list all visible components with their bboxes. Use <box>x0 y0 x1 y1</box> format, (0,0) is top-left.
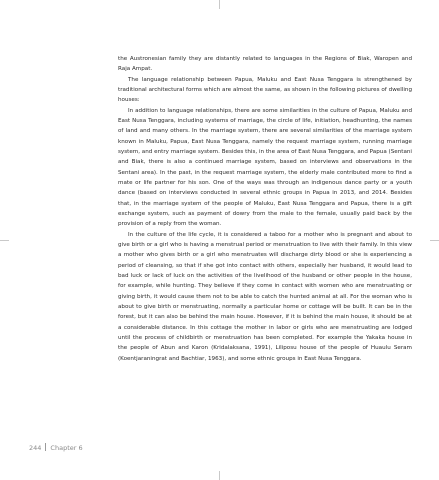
crop-mark-left-middle <box>0 240 9 241</box>
crop-mark-right-middle <box>430 240 439 241</box>
paragraph-life-cycle: In the culture of the life cycle, it is considered a taboo for a mother who is pregnant and about to give birth or a girl who is having a menstrual period or menstruation to live with their family. In this view a mother who gives birth or a girl who menstruates will discharge dirty blood or she is experiencing a period of cleansing, so that if she got into contact with others, especially her husband, it would lead to bad luck or lack of luck on the activities of the livelihood of the husband or other people in the house, for example, while hunting. They believe if they come in contact with women who are menstruating or giving birth, it would cause them not to be able to catch the hunted animal at all. For the woman who is about to give birth or menstruating, normally a particular home or cottage will be built. It can be in the forest, but it can also be behind the main house. However, if it is behind the main house, it should be at a considerable distance. In this cottage the mother in labor or girls who are menstruating are lodged until the process of childbirth or menstruation has been completed. For example the Yakaka house in the people of Abun and Karon (Kridalaksana, 1991), Liliposu house of the people of Huaulu Seram (Koentjaraningrat and Bachtiar, 1963), and some ethnic groups in East Nusa Tenggara. <box>118 231 412 362</box>
paragraph-continuation: the Austronesian family they are distantly related to languages in the Regions of Biak, Waropen and Raja Ampat. <box>118 56 412 73</box>
footer-divider <box>45 443 46 451</box>
crop-mark-top-center <box>219 0 220 9</box>
chapter-label: Chapter 6 <box>50 444 83 452</box>
crop-mark-bottom-center <box>219 471 220 480</box>
paragraph-marriage-system: In addition to language relationships, there are some similarities in the culture of Papua, Maluku and East Nusa Tenggara, including systems of marriage, the circle of life, initiation, headhunting, the names of land and many others. In the marriage system, there are several similarities of the marriage system known in Maluku, Papua, East Nusa Tenggara, namely the request marriage system, running marriage system, and entry marriage system. Besides this, in the area of East Nusa Tenggara, and Papua (Sentani and Biak, there is also a continued marriage system, based on interviews and observations in the Sentani area). In the past, in the request marriage system, the elderly male contributed more to find a mate or life partner for his son. One of the ways was through an indigenous dance party or a youth dance (based on interviews conducted in several ethnic groups in Papua in 2013, and 2014. Besides that, in the marriage system of the people of Maluku, East Nusa Tenggara and Papua, there is a gift exchange system, such as payment of dowry from the male to the female, usually paid back by the provision of a reply from the woman. <box>118 107 412 228</box>
page-number: 244 <box>29 444 42 452</box>
body-text <box>118 54 412 364</box>
paragraph-language-relationship: The language relationship between Papua, Maluku and East Nusa Tenggara is strengthened by traditional architectural forms which are almost the same, as shown in the following pictures of dwelling houses: <box>118 76 412 104</box>
page-footer <box>29 443 83 452</box>
